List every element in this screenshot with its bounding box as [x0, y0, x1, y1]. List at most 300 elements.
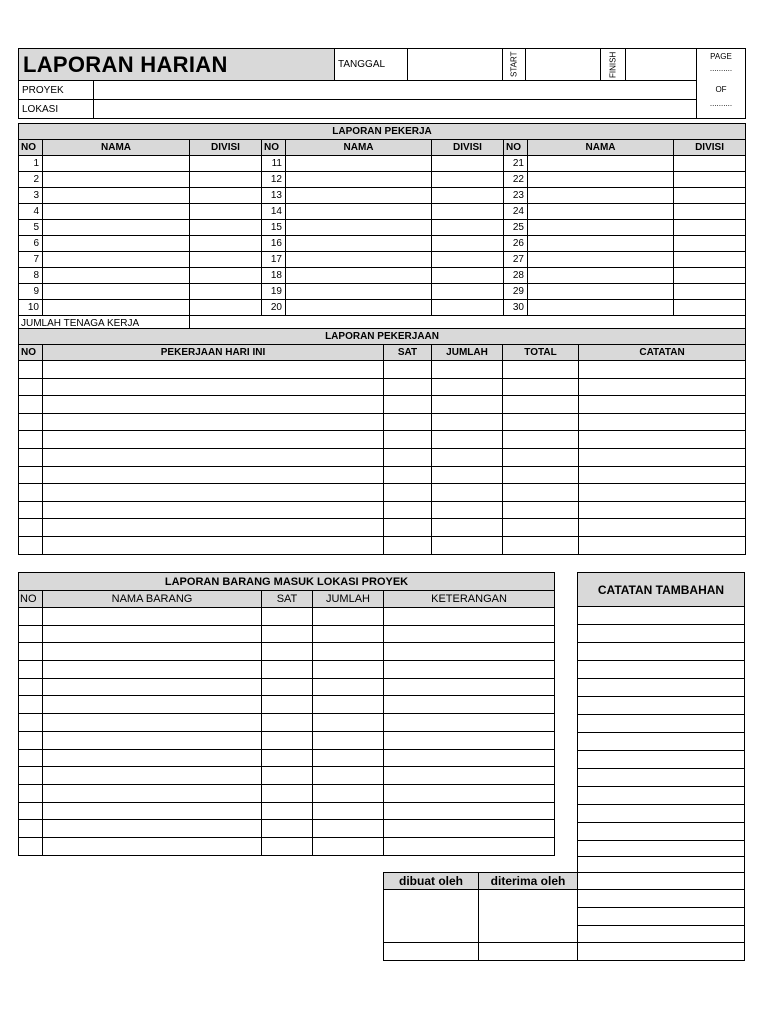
worker-row	[19, 252, 746, 268]
worker-name-field[interactable]	[528, 268, 674, 284]
of-label: OF	[715, 85, 727, 94]
goods-nama-field[interactable]	[43, 837, 262, 855]
goods-no-field[interactable]	[19, 837, 43, 855]
goods-sat-field[interactable]	[262, 608, 313, 626]
worker-name-field[interactable]	[528, 252, 674, 268]
worker-divisi-field[interactable]	[674, 284, 746, 300]
goods-no-field[interactable]	[19, 608, 43, 626]
goods-no-field[interactable]	[19, 784, 43, 802]
work-pekerjaan-field[interactable]	[43, 378, 384, 396]
worker-name-field[interactable]	[528, 236, 674, 252]
goods-keterangan-field[interactable]	[384, 625, 555, 643]
notes-line[interactable]	[577, 750, 745, 769]
goods-nama-field[interactable]	[43, 731, 262, 749]
work-catatan-field[interactable]	[579, 396, 746, 414]
notes-line[interactable]	[577, 872, 745, 890]
work-pekerjaan-field[interactable]	[43, 519, 384, 537]
work-catatan-field[interactable]	[579, 501, 746, 519]
goods-jumlah-field[interactable]	[313, 731, 384, 749]
worker-number: 14	[262, 204, 286, 220]
start-field[interactable]	[525, 48, 601, 81]
goods-jumlah-field[interactable]	[313, 749, 384, 767]
worker-name-field[interactable]	[286, 156, 432, 172]
worker-divisi-field[interactable]	[432, 156, 504, 172]
worker-name-field[interactable]	[528, 204, 674, 220]
goods-nama-field[interactable]	[43, 767, 262, 785]
worker-row	[19, 300, 746, 316]
worker-number: 5	[19, 220, 43, 236]
goods-jumlah-field[interactable]	[313, 802, 384, 820]
goods-row	[19, 784, 555, 802]
worker-name-field[interactable]	[528, 188, 674, 204]
notes-line[interactable]	[577, 925, 745, 943]
goods-sat-field[interactable]	[262, 678, 313, 696]
work-section-title: LAPORAN PEKERJAAN	[19, 329, 746, 345]
goods-row	[19, 749, 555, 767]
goods-sat-field[interactable]	[262, 643, 313, 661]
worker-number: 15	[262, 220, 286, 236]
diterima-oleh-name-field[interactable]	[478, 942, 578, 961]
tanggal-label: TANGGAL	[334, 48, 408, 81]
goods-nama-field[interactable]	[43, 678, 262, 696]
work-sat-field[interactable]	[384, 378, 432, 396]
goods-row	[19, 608, 555, 626]
notes-line[interactable]	[577, 642, 745, 661]
goods-jumlah-field[interactable]	[313, 767, 384, 785]
finish-label: FINISH	[600, 48, 626, 81]
goods-no-field[interactable]	[19, 643, 43, 661]
worker-name-field[interactable]	[286, 284, 432, 300]
worker-divisi-field[interactable]	[190, 300, 262, 316]
goods-nama-field[interactable]	[43, 625, 262, 643]
work-row	[19, 466, 746, 484]
goods-keterangan-field[interactable]	[384, 678, 555, 696]
work-jumlah-field[interactable]	[432, 413, 503, 431]
work-total-field[interactable]	[503, 466, 579, 484]
notes-line[interactable]	[577, 732, 745, 751]
goods-no-field[interactable]	[19, 731, 43, 749]
goods-nama-field[interactable]	[43, 820, 262, 838]
dibuat-oleh-name-field[interactable]	[383, 942, 479, 961]
work-jumlah-field[interactable]	[432, 378, 503, 396]
notes-line[interactable]	[577, 696, 745, 715]
work-sat-field[interactable]	[384, 431, 432, 449]
worker-divisi-field[interactable]	[674, 188, 746, 204]
worker-name-field[interactable]	[43, 204, 190, 220]
worker-name-field[interactable]	[43, 236, 190, 252]
worker-name-field[interactable]	[528, 284, 674, 300]
tanggal-field[interactable]	[407, 48, 503, 81]
worker-divisi-field[interactable]	[190, 252, 262, 268]
work-row	[19, 361, 746, 379]
diterima-oleh-signature-box[interactable]	[478, 889, 578, 943]
work-no-field[interactable]	[19, 361, 43, 379]
notes-line[interactable]	[577, 678, 745, 697]
worker-number: 10	[19, 300, 43, 316]
worker-divisi-field[interactable]	[190, 204, 262, 220]
work-sat-field[interactable]	[384, 466, 432, 484]
worker-divisi-field[interactable]	[190, 236, 262, 252]
worker-divisi-field[interactable]	[674, 252, 746, 268]
worker-name-field[interactable]	[43, 156, 190, 172]
work-sat-field[interactable]	[384, 536, 432, 554]
goods-row	[19, 661, 555, 679]
goods-keterangan-field[interactable]	[384, 784, 555, 802]
notes-line[interactable]	[577, 822, 745, 841]
work-jumlah-field[interactable]	[432, 519, 503, 537]
work-col-no: NO	[19, 345, 43, 361]
notes-line[interactable]	[577, 660, 745, 679]
goods-jumlah-field[interactable]	[313, 696, 384, 714]
page-number-field[interactable]: ..........	[709, 64, 733, 73]
work-total-field[interactable]	[503, 396, 579, 414]
work-no-field[interactable]	[19, 466, 43, 484]
worker-number: 7	[19, 252, 43, 268]
worker-number: 23	[504, 188, 528, 204]
worker-name-field[interactable]	[43, 284, 190, 300]
worker-divisi-field[interactable]	[190, 188, 262, 204]
work-catatan-field[interactable]	[579, 413, 746, 431]
goods-keterangan-field[interactable]	[384, 731, 555, 749]
work-total-field[interactable]	[503, 484, 579, 502]
goods-sat-field[interactable]	[262, 820, 313, 838]
goods-sat-field[interactable]	[262, 784, 313, 802]
goods-nama-field[interactable]	[43, 643, 262, 661]
worker-number: 1	[19, 156, 43, 172]
worker-number: 22	[504, 172, 528, 188]
work-catatan-field[interactable]	[579, 361, 746, 379]
goods-keterangan-field[interactable]	[384, 661, 555, 679]
worker-number: 4	[19, 204, 43, 220]
worker-number: 17	[262, 252, 286, 268]
goods-no-field[interactable]	[19, 802, 43, 820]
work-sat-field[interactable]	[384, 484, 432, 502]
page-total-field[interactable]: ..........	[709, 99, 733, 108]
notes-line[interactable]	[577, 624, 745, 643]
work-no-field[interactable]	[19, 519, 43, 537]
goods-no-field[interactable]	[19, 820, 43, 838]
worker-name-field[interactable]	[528, 172, 674, 188]
goods-section-title: LAPORAN BARANG MASUK LOKASI PROYEK	[19, 573, 555, 591]
worker-name-field[interactable]	[43, 220, 190, 236]
goods-sat-field[interactable]	[262, 802, 313, 820]
workers-table	[18, 123, 746, 332]
goods-no-field[interactable]	[19, 661, 43, 679]
work-no-field[interactable]	[19, 448, 43, 466]
col-no-1: NO	[19, 140, 43, 156]
worker-name-field[interactable]	[528, 156, 674, 172]
work-pekerjaan-field[interactable]	[43, 536, 384, 554]
work-pekerjaan-field[interactable]	[43, 413, 384, 431]
work-pekerjaan-field[interactable]	[43, 431, 384, 449]
worker-number: 11	[262, 156, 286, 172]
work-row	[19, 448, 746, 466]
notes-line[interactable]	[577, 856, 745, 873]
goods-sat-field[interactable]	[262, 837, 313, 855]
worker-name-field[interactable]	[43, 188, 190, 204]
worker-number: 16	[262, 236, 286, 252]
notes-line[interactable]	[577, 840, 745, 857]
work-no-field[interactable]	[19, 396, 43, 414]
work-no-field[interactable]	[19, 501, 43, 519]
work-pekerjaan-field[interactable]	[43, 466, 384, 484]
notes-line[interactable]	[577, 786, 745, 805]
goods-no-field[interactable]	[19, 767, 43, 785]
work-catatan-field[interactable]	[579, 431, 746, 449]
worker-row	[19, 284, 746, 300]
goods-keterangan-field[interactable]	[384, 820, 555, 838]
notes-line[interactable]	[577, 714, 745, 733]
worker-name-field[interactable]	[286, 236, 432, 252]
work-jumlah-field[interactable]	[432, 466, 503, 484]
worker-divisi-field[interactable]	[432, 220, 504, 236]
work-pekerjaan-field[interactable]	[43, 484, 384, 502]
worker-name-field[interactable]	[43, 172, 190, 188]
worker-number: 25	[504, 220, 528, 236]
work-pekerjaan-field[interactable]	[43, 501, 384, 519]
work-total-field[interactable]	[503, 519, 579, 537]
worker-name-field[interactable]	[286, 252, 432, 268]
col-nama-1: NAMA	[43, 140, 190, 156]
work-row	[19, 378, 746, 396]
work-total-field[interactable]	[503, 361, 579, 379]
goods-keterangan-field[interactable]	[384, 802, 555, 820]
worker-divisi-field[interactable]	[674, 300, 746, 316]
jumlah-tenaga-kerja-label: JUMLAH TENAGA KERJA	[19, 316, 190, 332]
worker-name-field[interactable]	[43, 300, 190, 316]
notes-line[interactable]	[577, 768, 745, 787]
worker-divisi-field[interactable]	[190, 284, 262, 300]
worker-divisi-field[interactable]	[432, 188, 504, 204]
work-jumlah-field[interactable]	[432, 536, 503, 554]
goods-sat-field[interactable]	[262, 714, 313, 732]
work-total-field[interactable]	[503, 501, 579, 519]
work-jumlah-field[interactable]	[432, 431, 503, 449]
goods-nama-field[interactable]	[43, 784, 262, 802]
goods-keterangan-field[interactable]	[384, 696, 555, 714]
worker-name-field[interactable]	[43, 268, 190, 284]
proyek-field[interactable]	[93, 80, 697, 100]
worker-number: 3	[19, 188, 43, 204]
work-row	[19, 519, 746, 537]
notes-line[interactable]	[577, 606, 745, 625]
worker-divisi-field[interactable]	[674, 204, 746, 220]
worker-row	[19, 156, 746, 172]
worker-name-field[interactable]	[528, 220, 674, 236]
goods-keterangan-field[interactable]	[384, 643, 555, 661]
worker-number: 18	[262, 268, 286, 284]
goods-nama-field[interactable]	[43, 802, 262, 820]
worker-divisi-field[interactable]	[432, 268, 504, 284]
goods-keterangan-field[interactable]	[384, 608, 555, 626]
goods-sat-field[interactable]	[262, 731, 313, 749]
work-jumlah-field[interactable]	[432, 448, 503, 466]
worker-divisi-field[interactable]	[674, 172, 746, 188]
worker-divisi-field[interactable]	[190, 172, 262, 188]
worker-divisi-field[interactable]	[432, 252, 504, 268]
worker-divisi-field[interactable]	[432, 300, 504, 316]
goods-nama-field[interactable]	[43, 714, 262, 732]
work-catatan-field[interactable]	[579, 484, 746, 502]
goods-row	[19, 678, 555, 696]
worker-divisi-field[interactable]	[190, 156, 262, 172]
goods-jumlah-field[interactable]	[313, 837, 384, 855]
worker-divisi-field[interactable]	[674, 156, 746, 172]
work-jumlah-field[interactable]	[432, 484, 503, 502]
worker-name-field[interactable]	[43, 252, 190, 268]
work-sat-field[interactable]	[384, 519, 432, 537]
goods-sat-field[interactable]	[262, 767, 313, 785]
work-jumlah-field[interactable]	[432, 396, 503, 414]
worker-number: 8	[19, 268, 43, 284]
goods-nama-field[interactable]	[43, 749, 262, 767]
worker-name-field[interactable]	[286, 172, 432, 188]
worker-row	[19, 220, 746, 236]
goods-jumlah-field[interactable]	[313, 661, 384, 679]
goods-row	[19, 625, 555, 643]
work-total-field[interactable]	[503, 431, 579, 449]
goods-keterangan-field[interactable]	[384, 767, 555, 785]
goods-sat-field[interactable]	[262, 661, 313, 679]
goods-no-field[interactable]	[19, 678, 43, 696]
work-no-field[interactable]	[19, 413, 43, 431]
goods-jumlah-field[interactable]	[313, 643, 384, 661]
goods-no-field[interactable]	[19, 625, 43, 643]
finish-field[interactable]	[625, 48, 697, 81]
work-total-field[interactable]	[503, 413, 579, 431]
work-catatan-field[interactable]	[579, 466, 746, 484]
worker-number: 2	[19, 172, 43, 188]
goods-jumlah-field[interactable]	[313, 625, 384, 643]
work-sat-field[interactable]	[384, 501, 432, 519]
notes-line[interactable]	[577, 804, 745, 823]
worker-divisi-field[interactable]	[432, 236, 504, 252]
worker-number: 28	[504, 268, 528, 284]
work-col-total: TOTAL	[503, 345, 579, 361]
worker-number: 27	[504, 252, 528, 268]
worker-number: 9	[19, 284, 43, 300]
work-col-pekerjaan: PEKERJAAN HARI INI	[43, 345, 384, 361]
worker-name-field[interactable]	[286, 188, 432, 204]
page-box	[696, 48, 746, 119]
worker-divisi-field[interactable]	[190, 268, 262, 284]
work-row	[19, 396, 746, 414]
work-catatan-field[interactable]	[579, 378, 746, 396]
goods-keterangan-field[interactable]	[384, 749, 555, 767]
goods-sat-field[interactable]	[262, 696, 313, 714]
worker-row	[19, 188, 746, 204]
diterima-oleh-label: diterima oleh	[478, 872, 578, 890]
goods-nama-field[interactable]	[43, 608, 262, 626]
work-row	[19, 501, 746, 519]
work-sat-field[interactable]	[384, 396, 432, 414]
work-col-jumlah: JUMLAH	[432, 345, 503, 361]
goods-jumlah-field[interactable]	[313, 678, 384, 696]
worker-divisi-field[interactable]	[432, 284, 504, 300]
work-no-field[interactable]	[19, 431, 43, 449]
goods-sat-field[interactable]	[262, 625, 313, 643]
worker-row	[19, 172, 746, 188]
worker-number: 12	[262, 172, 286, 188]
work-catatan-field[interactable]	[579, 519, 746, 537]
work-catatan-field[interactable]	[579, 448, 746, 466]
work-no-field[interactable]	[19, 484, 43, 502]
goods-jumlah-field[interactable]	[313, 784, 384, 802]
worker-row	[19, 204, 746, 220]
work-jumlah-field[interactable]	[432, 501, 503, 519]
goods-jumlah-field[interactable]	[313, 820, 384, 838]
page-label: PAGE	[710, 52, 732, 61]
worker-name-field[interactable]	[286, 300, 432, 316]
work-col-catatan: CATATAN	[579, 345, 746, 361]
goods-keterangan-field[interactable]	[384, 714, 555, 732]
goods-no-field[interactable]	[19, 749, 43, 767]
worker-divisi-field[interactable]	[432, 172, 504, 188]
goods-jumlah-field[interactable]	[313, 608, 384, 626]
goods-nama-field[interactable]	[43, 696, 262, 714]
goods-nama-field[interactable]	[43, 661, 262, 679]
report-title-cell	[18, 48, 335, 81]
goods-jumlah-field[interactable]	[313, 714, 384, 732]
work-total-field[interactable]	[503, 378, 579, 396]
worker-name-field[interactable]	[286, 220, 432, 236]
worker-number: 26	[504, 236, 528, 252]
worker-divisi-field[interactable]	[674, 220, 746, 236]
work-sat-field[interactable]	[384, 413, 432, 431]
goods-no-field[interactable]	[19, 714, 43, 732]
notes-line[interactable]	[577, 942, 745, 961]
goods-sat-field[interactable]	[262, 749, 313, 767]
work-sat-field[interactable]	[384, 361, 432, 379]
worker-divisi-field[interactable]	[190, 220, 262, 236]
work-pekerjaan-field[interactable]	[43, 448, 384, 466]
work-no-field[interactable]	[19, 378, 43, 396]
worker-name-field[interactable]	[286, 268, 432, 284]
worker-row	[19, 236, 746, 252]
goods-row	[19, 802, 555, 820]
work-no-field[interactable]	[19, 536, 43, 554]
goods-col-keterangan: KETERANGAN	[384, 591, 555, 608]
work-pekerjaan-field[interactable]	[43, 361, 384, 379]
work-sat-field[interactable]	[384, 448, 432, 466]
worker-divisi-field[interactable]	[674, 236, 746, 252]
work-row	[19, 413, 746, 431]
goods-keterangan-field[interactable]	[384, 837, 555, 855]
dibuat-oleh-signature-box[interactable]	[383, 889, 479, 943]
work-catatan-field[interactable]	[579, 536, 746, 554]
worker-name-field[interactable]	[286, 204, 432, 220]
worker-number: 20	[262, 300, 286, 316]
goods-table	[18, 572, 555, 856]
worker-divisi-field[interactable]	[674, 268, 746, 284]
goods-col-sat: SAT	[262, 591, 313, 608]
work-pekerjaan-field[interactable]	[43, 396, 384, 414]
lokasi-field[interactable]	[93, 99, 697, 119]
work-jumlah-field[interactable]	[432, 361, 503, 379]
worker-number: 6	[19, 236, 43, 252]
notes-line[interactable]	[577, 889, 745, 908]
col-divisi-2: DIVISI	[432, 140, 504, 156]
work-total-field[interactable]	[503, 448, 579, 466]
work-total-field[interactable]	[503, 536, 579, 554]
worker-name-field[interactable]	[528, 300, 674, 316]
goods-no-field[interactable]	[19, 696, 43, 714]
worker-divisi-field[interactable]	[432, 204, 504, 220]
work-row	[19, 484, 746, 502]
col-no-2: NO	[262, 140, 286, 156]
goods-row	[19, 643, 555, 661]
notes-line[interactable]	[577, 907, 745, 926]
